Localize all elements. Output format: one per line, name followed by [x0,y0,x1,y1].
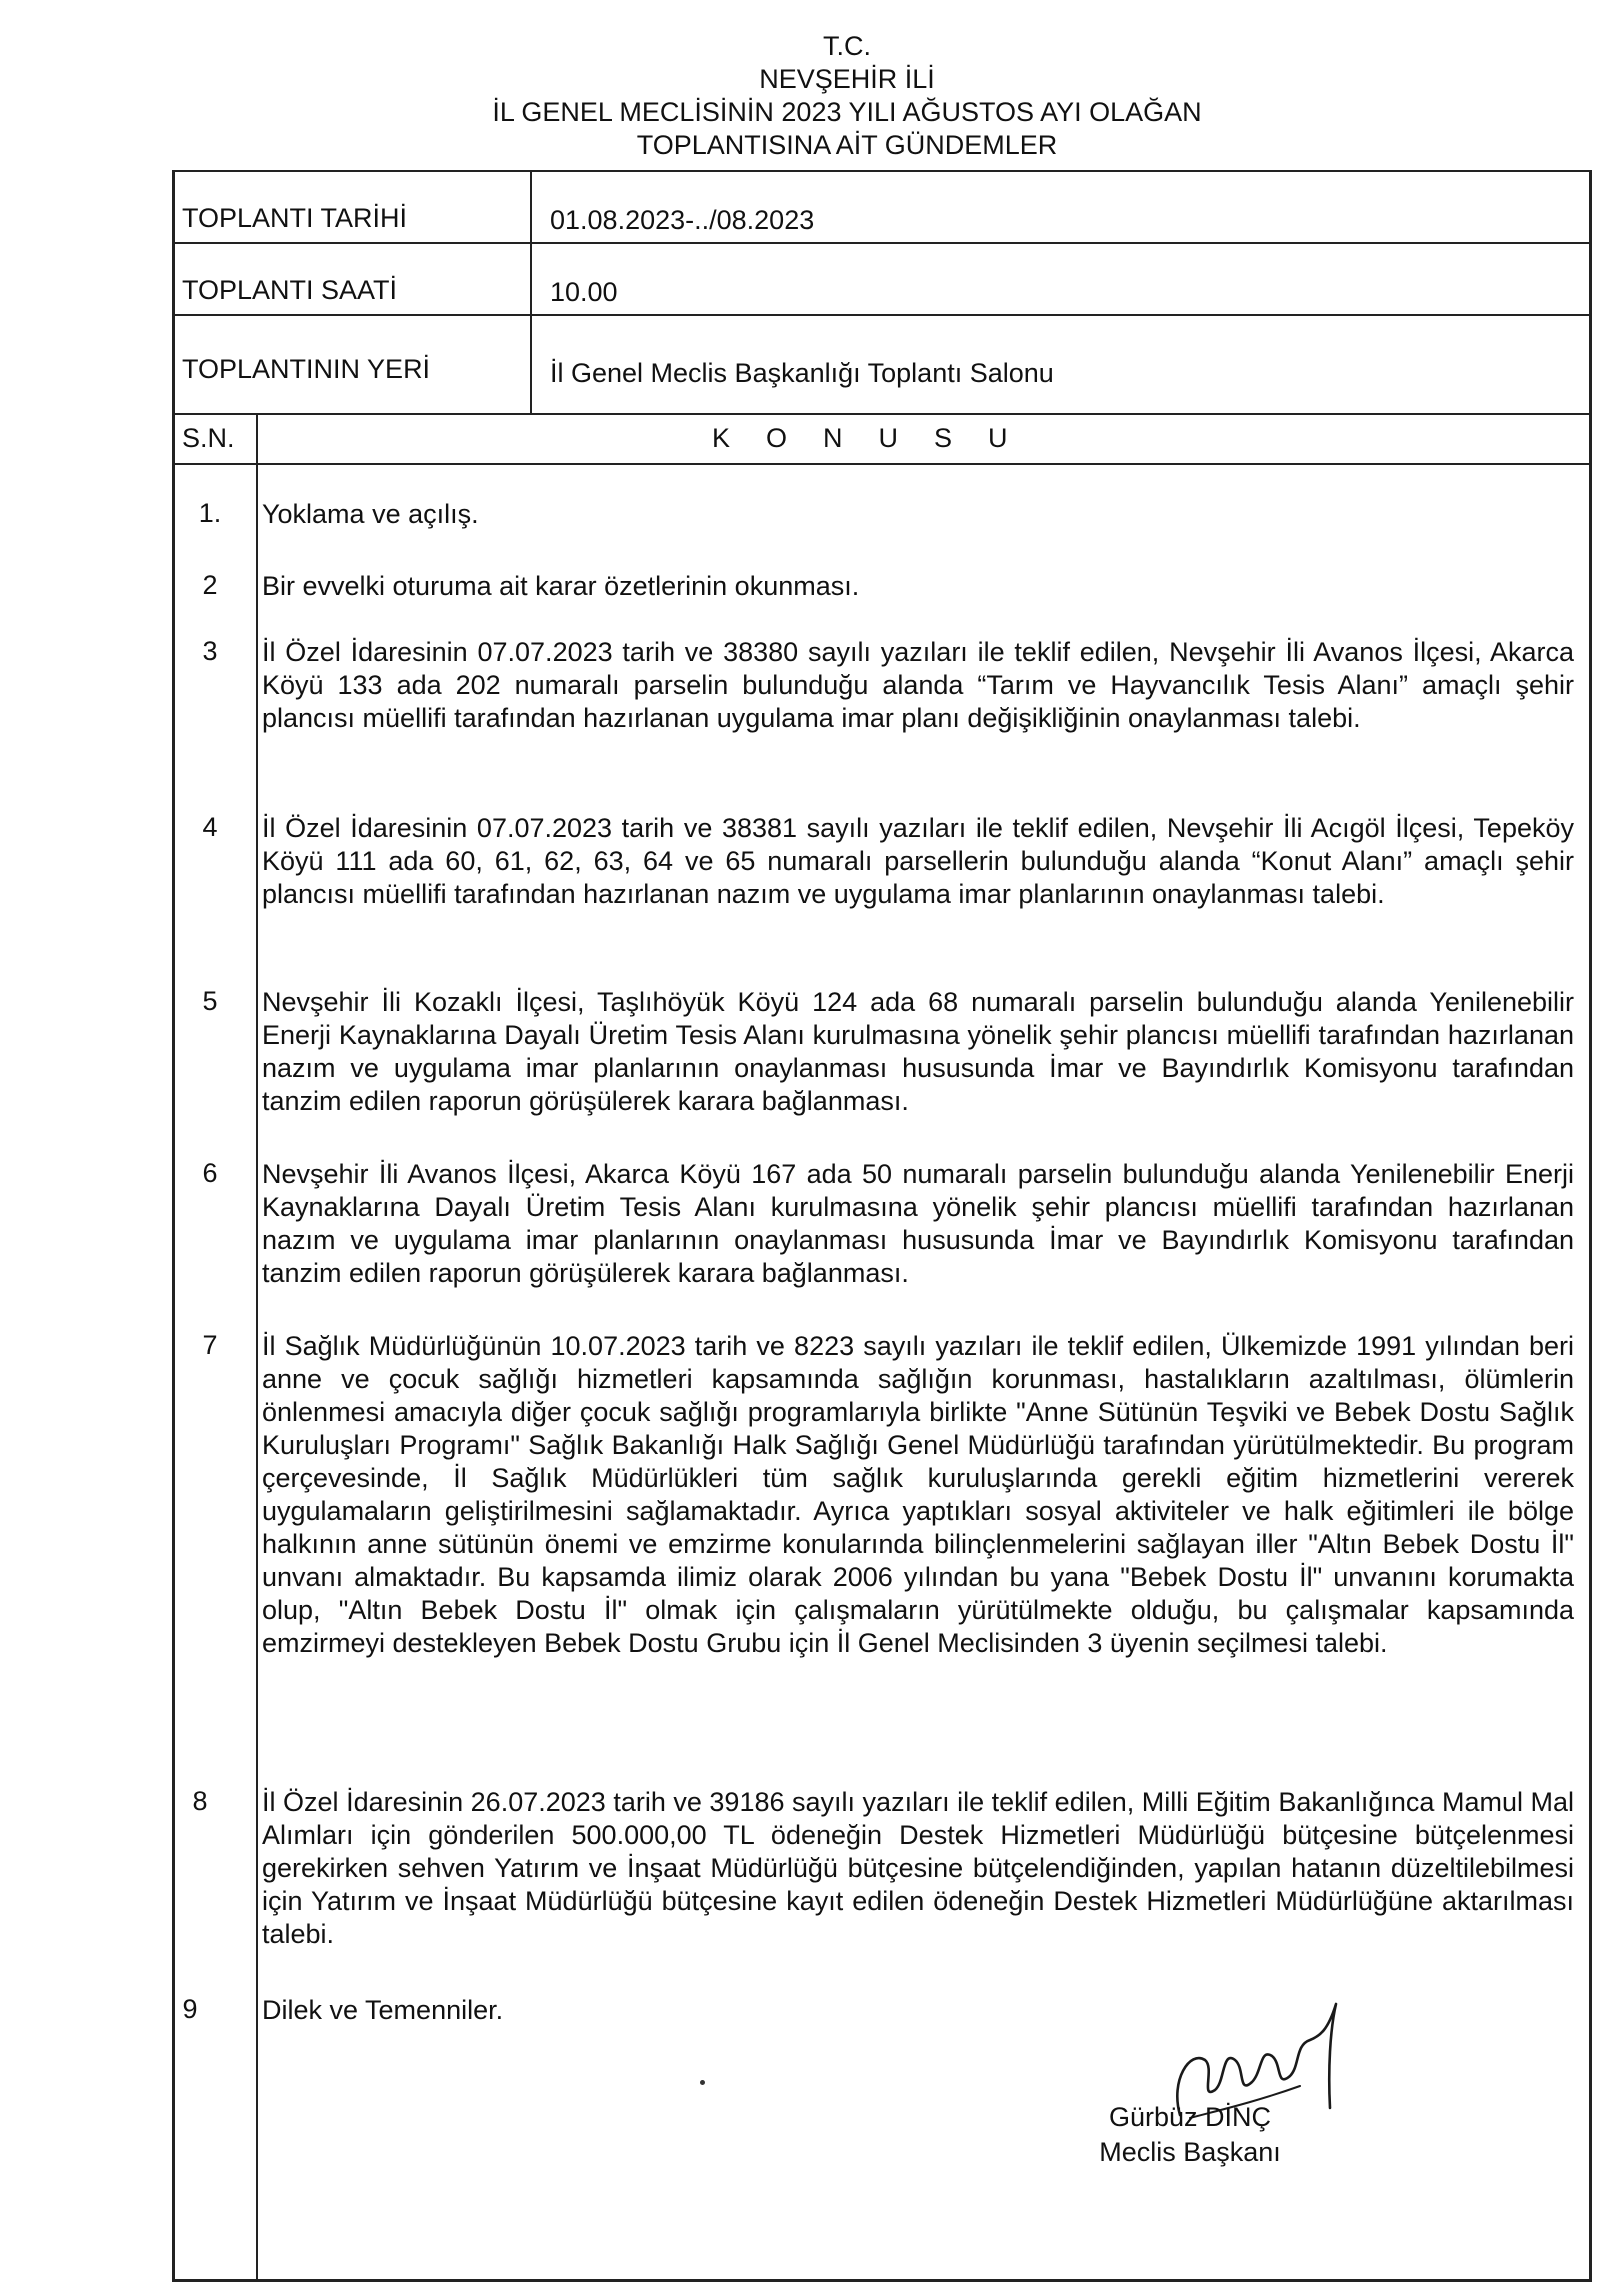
meeting-place-row [172,314,1592,413]
header-line-2: NEVŞEHİR İLİ [759,64,935,94]
document-header [0,30,1606,162]
signatory-title: Meclis Başkanı [1099,2137,1281,2167]
agenda-item-number: 7 [202,1330,218,1360]
table-header-row [172,413,1592,465]
agenda-item-text: Yoklama ve açılış. [262,499,479,529]
info-divider [530,244,532,314]
agenda-item-number: 6 [202,1158,218,1188]
signatory-name: Gürbüz DİNÇ [1108,2102,1272,2132]
subject-column-header: KONUSU [712,423,1044,453]
agenda-item-text: İl Özel İdaresinin 07.07.2023 tarih ve 38380 sayılı yazıları ile teklif edilen, Nevşehir İli Avanos İlçesi, Akarca Köyü 133 ada 202 numaralı parselin bulunduğu alanda “Tarım ve Hayvancılık Tesis Alanı” amaçlı şehir plancısı müellifi tarafından hazırlanan uygulama imar planı değişikliğinin onaylanması talebi. [262,637,1574,733]
agenda-item-number: 8 [192,1786,208,1816]
meeting-time-label: TOPLANTI SAATİ [182,275,398,305]
agenda-item-text: Dilek ve Temenniler. [262,1995,504,2025]
column-divider [256,413,258,2282]
agenda-item-number: 1. [198,498,222,528]
meeting-place-value: İl Genel Meclis Başkanlığı Toplantı Salonu [550,358,1054,388]
agenda-item-number: 3 [202,636,218,666]
agenda-item-text: Nevşehir İli Kozaklı İlçesi, Taşlıhöyük Köyü 124 ada 68 numaralı parselin bulunduğu alanda Yenilenebilir Enerji Kaynaklarına Dayalı Üretim Tesis Alanı kurulmasına yönelik şehir plancısı müellifi tarafından hazırlanan nazım ve uygulama imar planlarının onaylanması hususunda İmar ve Bayındırlık Komisyonu tarafından tanzim edilen raporun görüşülerek karara bağlanması. [262,987,1574,1116]
info-divider [530,172,532,242]
signature-block [1090,2100,1290,2170]
meeting-date-row [172,170,1592,242]
agenda-item-text: Bir evvelki oturuma ait karar özetlerinin okunması. [262,571,860,601]
agenda-item-number: 4 [202,812,218,842]
agenda-item-text: İl Özel İdaresinin 07.07.2023 tarih ve 38381 sayılı yazıları ile teklif edilen, Nevşehir İli Acıgöl İlçesi, Tepeköy Köyü 111 ada 60, 61, 62, 63, 64 ve 65 numaralı parsellerin bulunduğu alanda “Konut Alanı” amaçlı şehir plancısı müellifi tarafından hazırlanan nazım ve uygulama imar planlarının onaylanması talebi. [262,813,1574,909]
header-line-4: TOPLANTISINA AİT GÜNDEMLER [636,130,1058,160]
agenda-item-text: Nevşehir İli Avanos İlçesi, Akarca Köyü 167 ada 50 numaralı parselin bulunduğu alanda Yenilenebilir Enerji Kaynaklarına Dayalı Üretim Tesis Alanı kurulmasına yönelik şehir plancısı müellifi tarafından hazırlanan nazım ve uygulama imar planlarının onaylanması hususunda İmar ve Bayındırlık Komisyonu tarafından tanzim edilen raporun görüşülerek karara bağlanması. [262,1159,1574,1288]
info-divider [530,316,532,413]
agenda-item-text: İl Sağlık Müdürlüğünün 10.07.2023 tarih ve 8223 sayılı yazıları ile teklif edilen, Ülkemizde 1991 yılından beri anne ve çocuk sağlığı hizmetleri kapsamında sağlığın korunması, hastalıkların azaltılması, ölümlerin önlenmesi amacıyla diğer çocuk sağlığı programlarıyla birlikte "Anne Sütünün Teşviki ve Bebek Dostu Sağlık Kuruluşları Programı" Sağlık Bakanlığı Halk Sağlığı Genel Müdürlüğü tarafından yürütülmektedir. Bu program çerçevesinde, İl Sağlık Müdürlükleri tüm sağlık kuruluşlarında gerekli eğitim hizmetlerini vererek uygulamaların geliştirilmesini sağlamaktadır. Ayrıca yaptıkları sosyal aktiviteler ve halk eğitimleri ile bölge halkının anne sütünün önemi ve emzirme konularında bilinçlenmelerini sağlayan iller "Altın Bebek Dostu İl" unvanı almaktadır. Bu kapsamda ilimiz olarak 2006 yılından bu yana "Bebek Dostu İl" unvanını korumakta olup, "Altın Bebek Dostu İl" olmak için çalışmaların yürütülmekte olduğu, bu çalışmalar kapsamında emzirmeyi destekleyen Bebek Dostu Grubu için İl Genel Meclisinden 3 üyenin seçilmesi talebi. [262,1331,1574,1658]
meeting-place-label: TOPLANTININ YERİ [182,354,431,384]
meeting-time-value: 10.00 [550,277,618,307]
meeting-date-value: 01.08.2023-../08.2023 [550,205,815,235]
meeting-time-row [172,242,1592,314]
header-line-1: T.C. [822,31,871,61]
agenda-item-text: İl Özel İdaresinin 26.07.2023 tarih ve 39186 sayılı yazıları ile teklif edilen, Milli Eğitim Bakanlığınca Mamul Mal Alımları için gönderilen 500.000,00 TL ödeneğin Destek Hizmetleri Müdürlüğü bütçesine bütçelenmesi gerekirken sehven Yatırım ve İnşaat Müdürlüğü bütçesine bütçelendiğinden, yapılan hatanın düzeltilebilmesi için Yatırım ve İnşaat Müdürlüğü bütçesine kayıt edilen ödeneğin Destek Hizmetleri Müdürlüğüne aktarılması talebi. [262,1787,1574,1949]
ink-dot [700,2080,705,2085]
agenda-item-number: 5 [202,986,218,1016]
sn-column-header: S.N. [182,423,235,453]
agenda-item-number: 2 [202,570,218,600]
agenda-item-number: 9 [182,1994,198,2024]
header-line-3: İL GENEL MECLİSİNİN 2023 YILI AĞUSTOS AYI OLAĞAN [492,97,1202,127]
meeting-date-label: TOPLANTI TARİHİ [182,203,408,233]
